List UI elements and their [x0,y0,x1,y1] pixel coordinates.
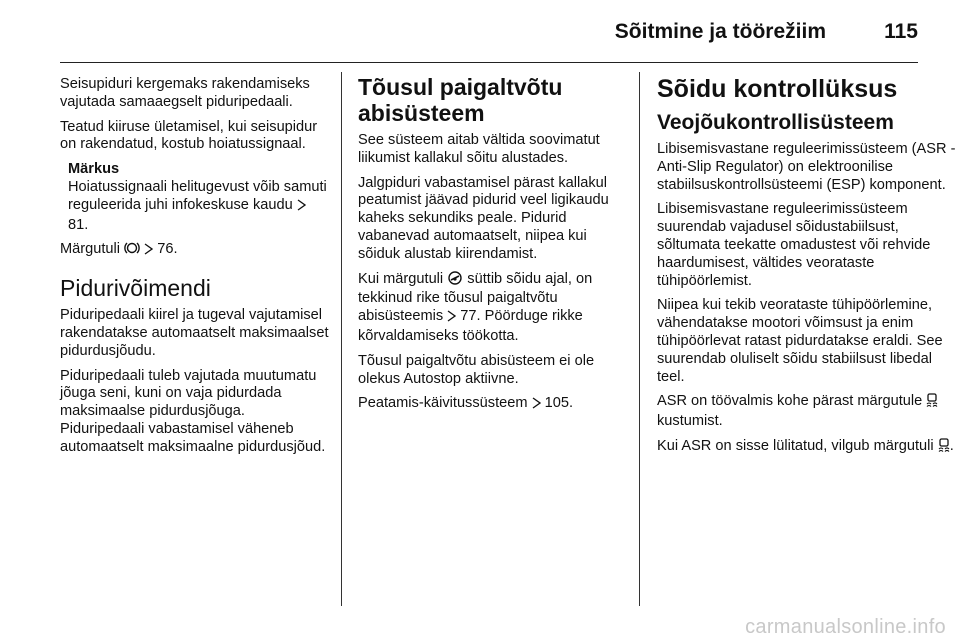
column-1 [60,76,330,464]
page-ref[interactable]: 76. [157,241,178,258]
traction-control-icon [938,438,950,458]
note-title: Märkus [68,161,120,178]
paragraph: Märgutuli 76. [60,241,330,261]
paragraph: ASR on töövalmis kohe pärast märgutule kustumist. [657,393,957,431]
column-divider [639,72,640,606]
page-ref-arrow-icon [297,199,306,217]
watermark: carmanualsonline.info [745,616,946,638]
paragraph: Teatud kiiruse ületamisel, kui seisupidur on rakendatud, kostub hoiatussignaal. [60,118,318,153]
traction-control-icon [926,393,938,413]
paragraph: Seisupiduri kergemaks rakendamiseks vajutada samaaegselt piduripedaali. [60,76,310,110]
paragraph: Libisemisvastane reguleerimissüsteem suurendab vajadusel sõidustabiilsust, sõltumata teekatte omadustest või rehvide haardumisest, vältides veorataste tühipöörlemist. [657,201,931,289]
section-heading: Veojõukontrollisüsteem [657,111,894,134]
column-divider [341,72,342,606]
paragraph: Kui ASR on sisse lülitatud, vilgub märgutuli . [657,438,957,458]
page-ref[interactable]: 81. [68,216,89,233]
note-text: Hoiatussignaali helitugevust võib samuti reguleerida juhi infokeskuse kaudu 81. [68,178,327,233]
page-ref-arrow-icon [144,243,153,261]
paragraph: Niipea kui tekib veorataste tühipöörlemine, vähendatakse mootori võimsust ja enim tühipöörlevat ratast pidurdatakse eraldi. See suurendab oluliselt sõidu stabiilsust libedal teel. [657,297,943,385]
section-heading: Pidurivõimendi [60,275,211,302]
paragraph: Piduripedaali tuleb vajutada muutumatu jõuga seni, kuni on vaja pidurdada maksimaalse pidurdusjõuga. Piduripedaali vabastamisel väheneb automaatselt maksimaalne pidurdusjõud. [60,367,326,455]
page-header [60,0,918,63]
column-3 [657,74,957,465]
paragraph: Jalgpiduri vabastamisel pärast kallakul peatumist jäävad pidurid veel ligikaudu kaheks sekundiks peale. Pidurid vabanevad automaatselt, niipea kui sõiduk alustab kiirendamist. [358,174,609,262]
page-ref[interactable]: 105. [544,395,574,412]
chapter-heading: Sõidu kontrollüksus [657,75,898,103]
note-box [68,161,330,234]
paragraph: Piduripedaali kiirel ja tugeval vajutamisel rakendatakse automaatselt maksimaalset pidurdusjõudu. [60,307,329,359]
paragraph: Tõusul paigaltvõtu abisüsteem ei ole olekus Autostop aktiivne. [358,352,595,387]
paragraph: Kui märgutuli süttib sõidu ajal, on tekkinud rike tõusul paigaltvõtu abisüsteemis 77. Pöörduge rikke kõrvaldamiseks töökotta. [358,270,593,344]
column-2 [358,74,630,422]
section-heading: Tõusul paigaltvõtu abisüsteem [358,74,563,126]
page-ref-arrow-icon [532,397,541,415]
brake-warning-light-icon [124,241,140,261]
page-number: 115 [884,20,918,43]
hill-hold-warning-icon [447,271,463,291]
header-title: Sõitmine ja töörežiim [614,20,826,43]
paragraph: See süsteem aitab vältida soovimatut liikumist kallakul sõitu alustades. [358,132,600,166]
page-ref-arrow-icon [447,310,456,328]
paragraph: Libisemisvastane reguleerimissüsteem (ASR - Anti-Slip Regulator) on elektroonilise stabiilsuskontrollsüsteemi (ESP) komponent. [657,141,956,193]
paragraph: Peatamis-käivitussüsteem 105. [358,395,630,415]
